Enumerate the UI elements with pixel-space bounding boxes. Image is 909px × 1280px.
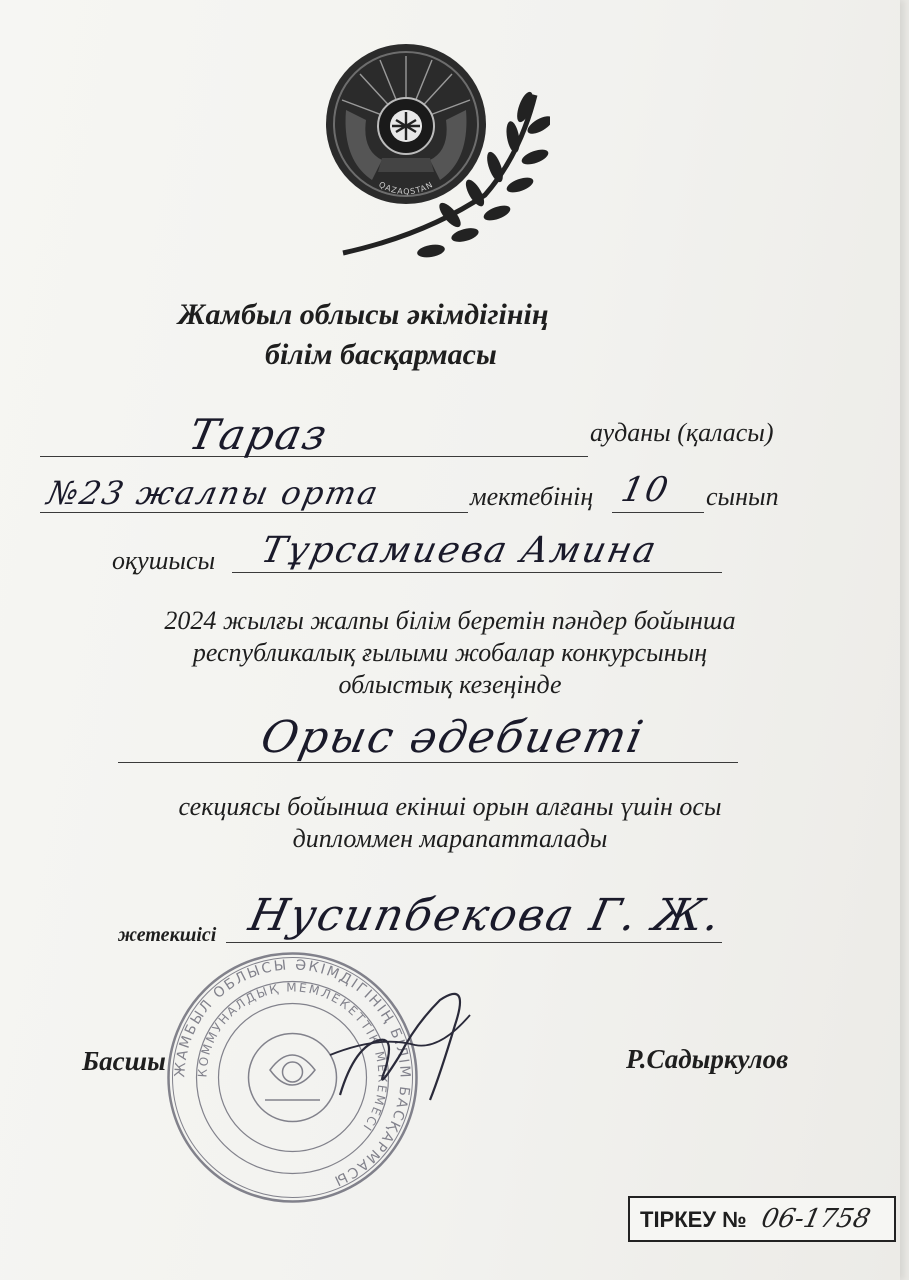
student-line [232, 572, 722, 573]
grade-label: сынып [706, 482, 779, 511]
grade-line [612, 512, 704, 513]
emblem-text: QAZAQSTAN [377, 179, 435, 197]
supervisor-line [226, 942, 722, 943]
org-title-line2: білім басқармасы [265, 338, 497, 371]
body-line-2: республикалық ғылыми жобалар конкурсының [192, 638, 708, 667]
body-line-1: 2024 жылғы жалпы білім беретін пәндер бойынша [164, 606, 736, 635]
student-value: Тұрсамиева Амина [257, 530, 662, 571]
district-value: Тараз [184, 410, 334, 459]
school-line [40, 512, 468, 513]
body-line-5: дипломмен марапатталады [292, 824, 608, 853]
body-line-3: облыстық кезеңінде [338, 670, 562, 699]
org-title-line1: Жамбыл облысы әкімдігінің [178, 298, 549, 331]
supervisor-label: жетекшісі [118, 924, 217, 946]
section-value: Орыс әдебиеті [256, 712, 650, 763]
head-name: Р.Садыркулов [626, 1044, 789, 1074]
school-label: мектебінің [470, 482, 594, 511]
student-label: оқушысы [112, 546, 216, 575]
stamp-inner-text: КОММУНАЛДЫҚ МЕМЛЕКЕТТІК МЕКЕМЕСІ [195, 980, 390, 1135]
registration-box [628, 1196, 896, 1242]
registration-value: 06-1758 [758, 1204, 874, 1234]
supervisor-value: Нусипбекова Г. Ж. [244, 890, 727, 941]
signature-icon [320, 985, 500, 1110]
district-label: ауданы (қаласы) [590, 418, 774, 447]
school-value: №23 жалпы орта [43, 474, 384, 512]
head-label: Басшы [82, 1046, 166, 1076]
grade-value: 10 [617, 470, 674, 510]
stamp-outer-text: ЖАМБЫЛ ОБЛЫСЫ ӘКІМДІГІНІҢ БІЛІМ БАСҚАРМАСЫ [172, 957, 413, 1190]
laurel-branch-icon [335, 85, 550, 270]
registration-label: ТІРКЕУ № [640, 1207, 747, 1232]
body-line-4: секциясы бойынша екінші орын алғаны үшін осы [178, 792, 722, 821]
